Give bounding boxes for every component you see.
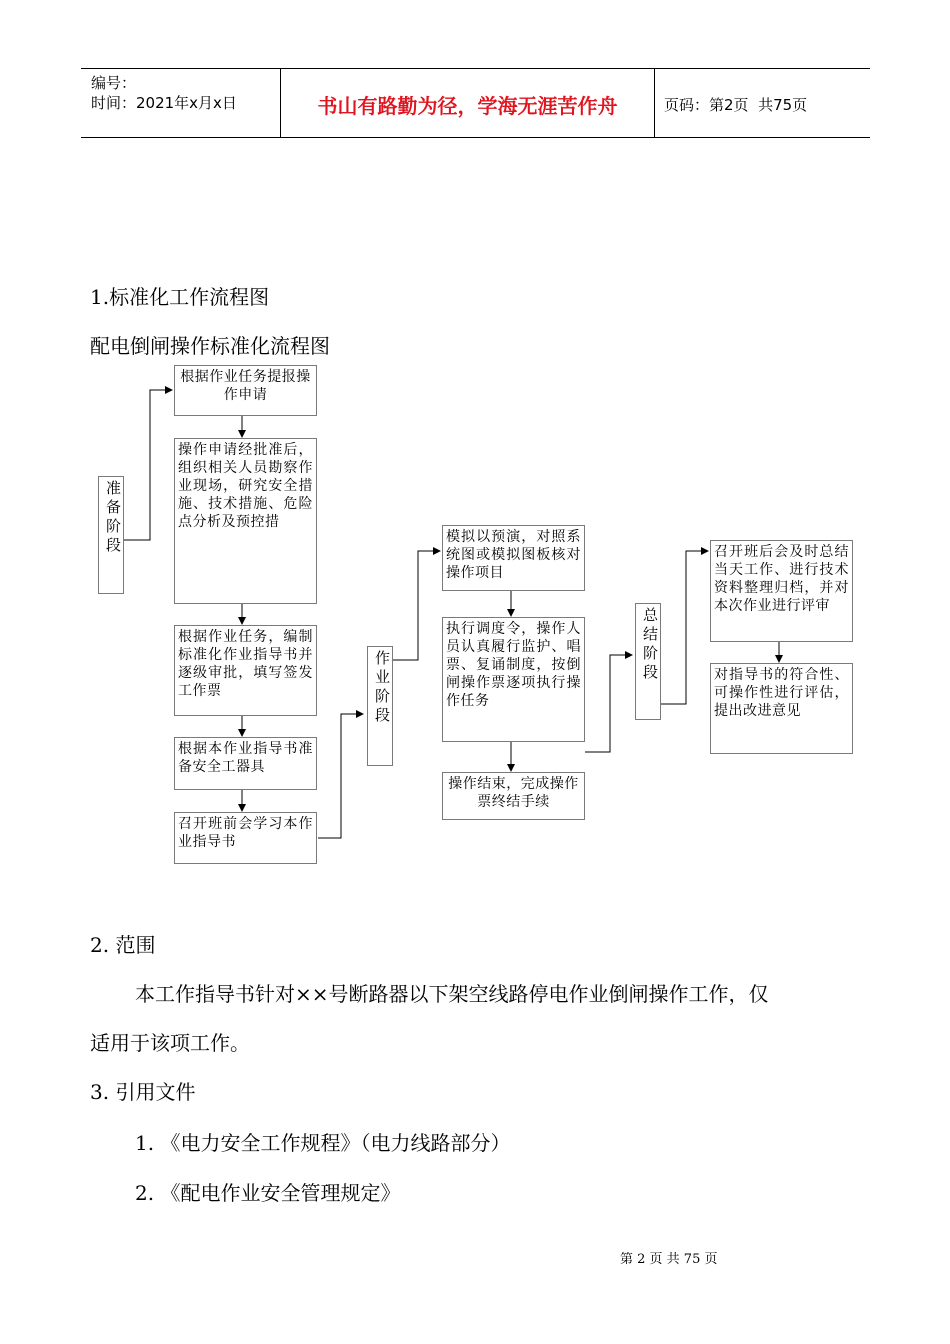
- stage-prepare: [98, 476, 124, 594]
- prep-step-1: 根据作业任务提报操作申请: [174, 365, 317, 416]
- prep-step-3: 根据作业任务，编制标准化作业指导书并逐级审批，填写签发工作票: [174, 625, 317, 716]
- stage-summary: [635, 603, 661, 720]
- prep-step-5: 召开班前会学习本作业指导书: [174, 812, 317, 864]
- stage-char: 作: [375, 649, 391, 667]
- connector-prepare-stage: [124, 390, 172, 540]
- section2-body-line1: 本工作指导书针对××号断路器以下架空线路停电作业倒闸操作工作，仅: [135, 982, 769, 1006]
- summary-step-1: 召开班后会及时总结当天工作、进行技术资料整理归档，并对本次作业进行评审: [710, 540, 853, 642]
- connector-to-work-stage: [318, 714, 363, 838]
- section1-heading: 1.标准化工作流程图: [90, 285, 270, 309]
- connector-to-summary-stage: [585, 655, 632, 752]
- prep-step-2: 操作申请经批准后，组织相关人员勘察作业现场，研究安全措施、技术措施、危险点分析及预控措: [174, 438, 317, 604]
- summary-step-2: 对指导书的符合性、可操作性进行评估，提出改进意见: [710, 663, 853, 754]
- reference-item-2: 2. 《配电作业安全管理规定》: [135, 1181, 401, 1205]
- stage-char: 段: [643, 663, 659, 681]
- work-step-2: 执行调度令，操作人员认真履行监护、唱票、复诵制度，按倒闸操作票逐项执行操作任务: [442, 617, 585, 742]
- flowchart-title: 配电倒闸操作标准化流程图: [90, 334, 330, 358]
- stage-char: 准: [106, 479, 122, 497]
- stage-char: 阶: [375, 687, 391, 705]
- stage-char: 段: [375, 706, 391, 724]
- stage-char: 业: [375, 668, 391, 686]
- header-time-label: 时间：2021年x月x日: [91, 94, 237, 112]
- work-step-1: 模拟以预演，对照系统图或模拟图板核对操作项目: [442, 525, 585, 591]
- stage-char: 阶: [106, 517, 122, 535]
- stage-char: 结: [643, 625, 659, 643]
- section3-heading: 3. 引用文件: [90, 1080, 196, 1104]
- prep-step-4: 根据本作业指导书准备安全工器具: [174, 737, 317, 790]
- work-step-3: 操作结束，完成操作票终结手续: [442, 772, 585, 820]
- connector-work-stage: [392, 551, 440, 660]
- section2-heading: 2. 范围: [90, 933, 156, 957]
- header-page-info-text: 页码：第2页 共75页: [664, 95, 808, 114]
- stage-char: 阶: [643, 644, 659, 662]
- stage-char: 段: [106, 536, 122, 554]
- connector-summary-stage: [661, 551, 708, 704]
- header-motto: 书山有路勤为径，学海无涯苦作舟: [281, 69, 655, 137]
- section2-body-line2: 适用于该项工作。: [90, 1031, 250, 1055]
- reference-item-1: 1. 《电力安全工作规程》（电力线路部分）: [135, 1131, 511, 1155]
- stage-char: 备: [106, 498, 122, 516]
- stage-char: 总: [643, 606, 659, 624]
- stage-work: [367, 646, 393, 766]
- page-footer: 第 2 页 共 75 页: [620, 1252, 718, 1267]
- header-number-label: 编号：: [91, 74, 137, 92]
